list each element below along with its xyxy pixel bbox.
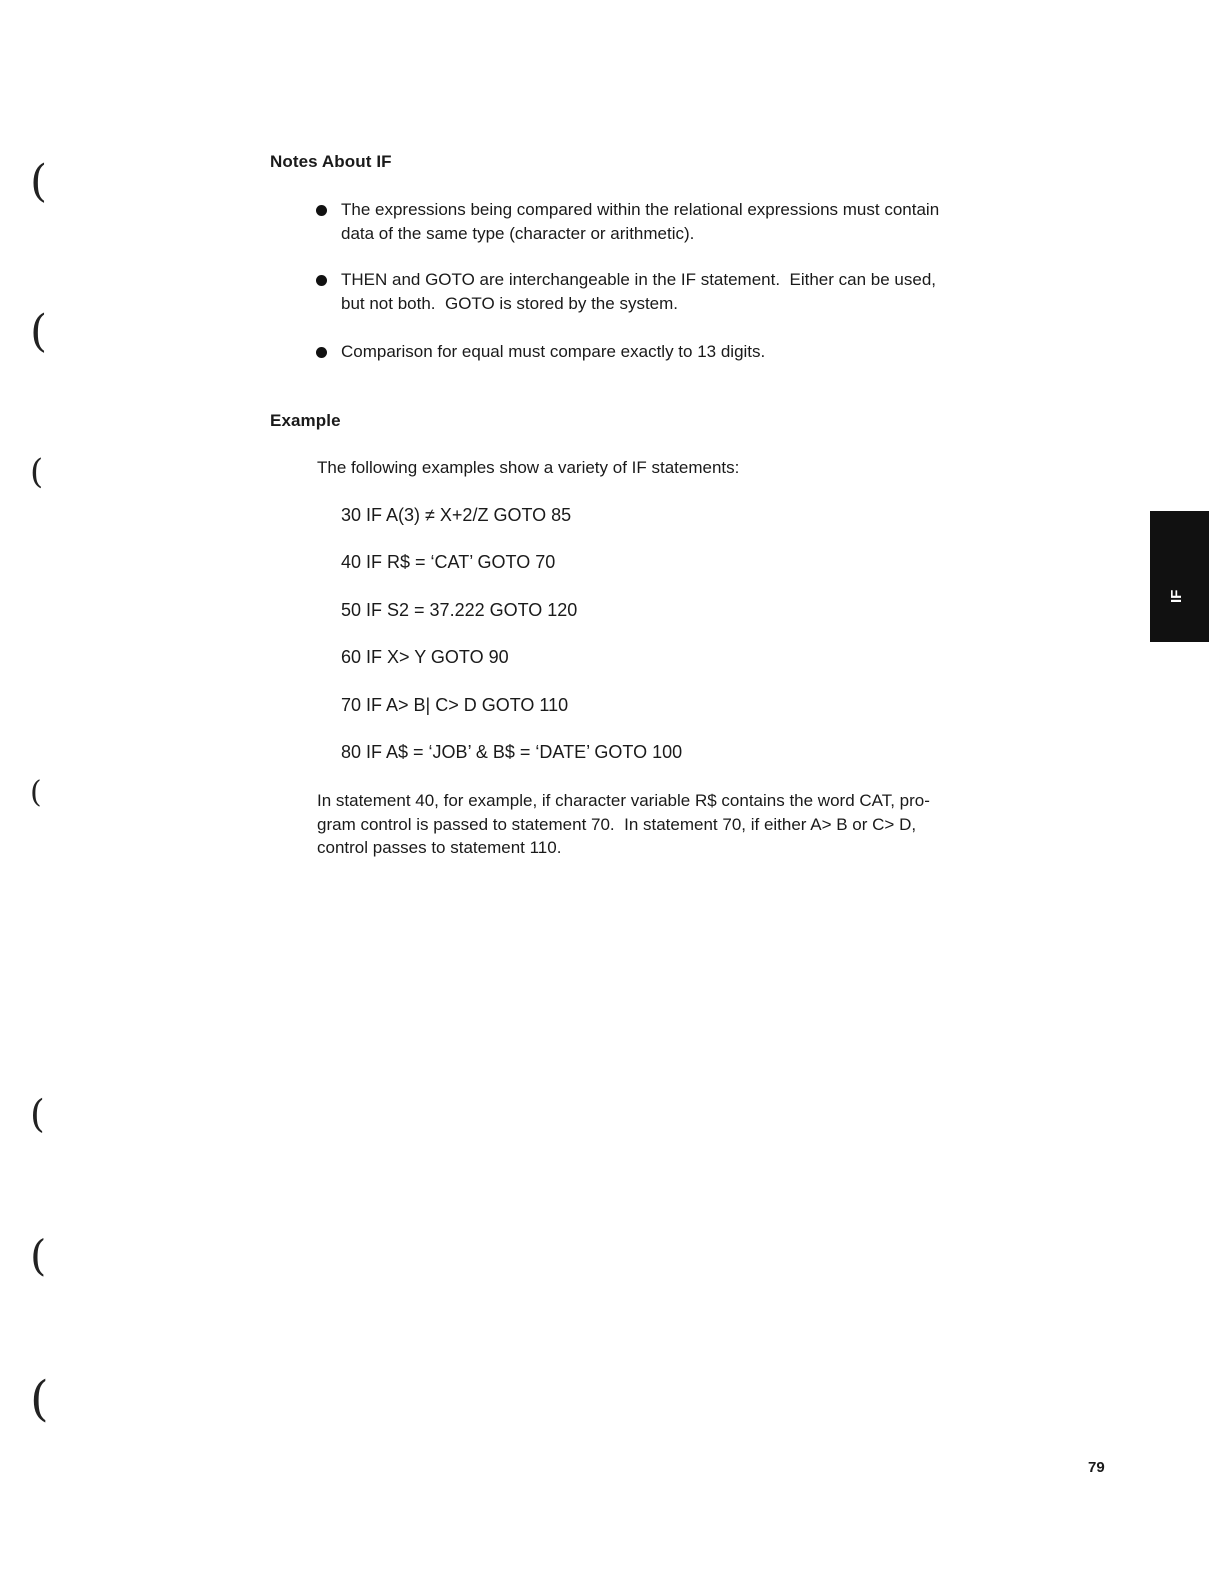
section-tab	[1150, 511, 1209, 642]
binding-hole-mark: (	[30, 1231, 47, 1280]
binding-hole-mark: (	[30, 306, 48, 357]
bullet-dot-icon	[316, 347, 327, 358]
binding-hole-mark: (	[30, 1371, 49, 1427]
note-bullet	[341, 198, 981, 245]
code-line: 80 IF A$ = ‘JOB’ & B$ = ‘DATE’ GOTO 100	[341, 742, 683, 762]
code-line: 70 IF A> B| C> D GOTO 110	[341, 695, 569, 715]
binding-hole-mark: (	[30, 156, 48, 207]
binding-hole-mark: (	[30, 452, 44, 492]
bullet-dot-icon	[316, 205, 327, 216]
code-line: 50 IF S2 = 37.222 GOTO 120	[341, 600, 578, 620]
bullet-line: THEN and GOTO are interchangeable in the IF statement. Either can be used,	[341, 270, 936, 289]
bullet-line: but not both. GOTO is stored by the system.	[341, 293, 679, 313]
note-bullet	[341, 268, 981, 315]
notes-heading: Notes About IF	[270, 152, 392, 171]
bullet-dot-icon	[316, 275, 327, 286]
note-bullet	[341, 340, 981, 364]
bullet-line: The expressions being compared within the relational expressions must contain	[341, 200, 940, 219]
page-number: 79	[1088, 1459, 1105, 1476]
explanation-line: In statement 40, for example, if character variable R$ contains the word CAT, pro-	[317, 791, 930, 810]
example-heading: Example	[270, 411, 341, 430]
explanation-line: gram control is passed to statement 70. In statement 70, if either A> B or C> D,	[317, 814, 917, 834]
bullet-line: Comparison for equal must compare exactly to 13 digits.	[341, 342, 766, 361]
example-explanation	[317, 789, 977, 860]
section-tab-label: IF	[1168, 589, 1185, 603]
binding-hole-mark: (	[30, 775, 42, 810]
bullet-line: data of the same type (character or arithmetic).	[341, 223, 695, 243]
explanation-line: control passes to statement 110.	[317, 838, 562, 857]
example-intro: The following examples show a variety of IF statements:	[317, 458, 740, 477]
binding-hole-mark: (	[30, 1092, 45, 1136]
code-line: 30 IF A(3) ≠ X+2/Z GOTO 85	[341, 505, 572, 525]
code-line: 40 IF R$ = ‘CAT’ GOTO 70	[341, 552, 556, 572]
code-line: 60 IF X> Y GOTO 90	[341, 647, 509, 667]
